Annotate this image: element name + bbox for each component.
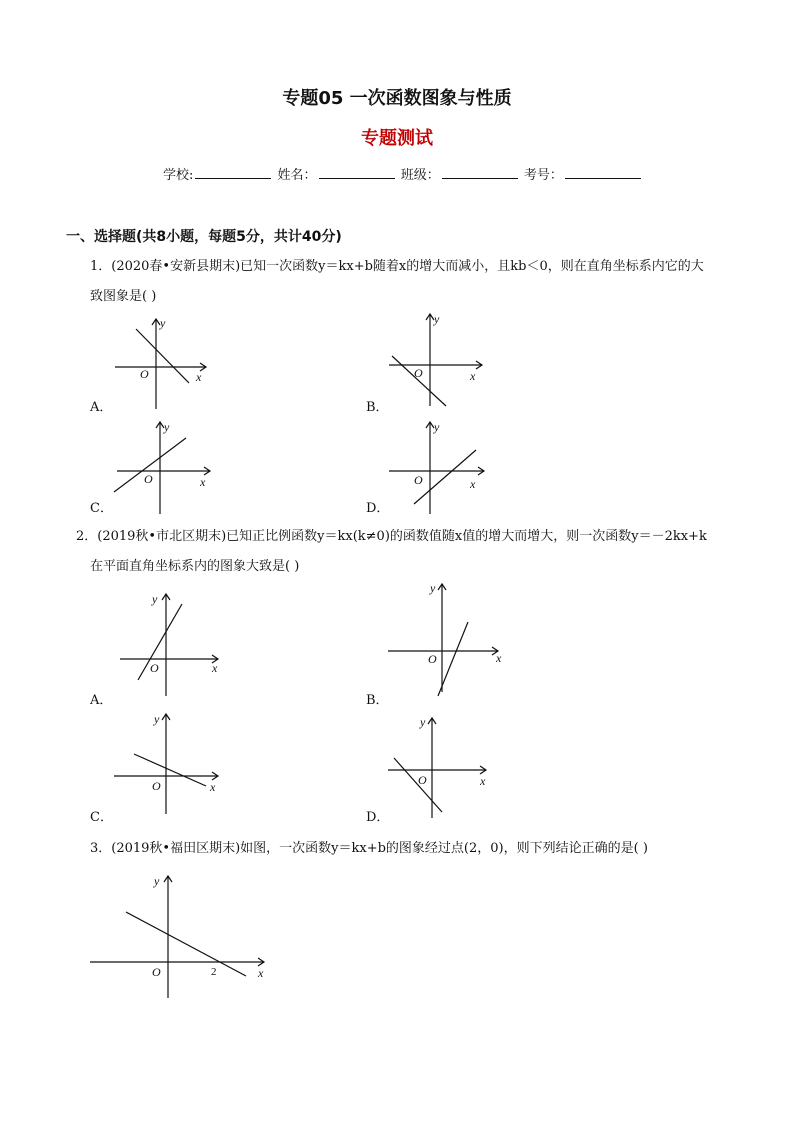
y-label: y xyxy=(434,420,440,434)
school-blank[interactable] xyxy=(195,166,271,179)
section-heading: 一、选择题(共8小题，每题5分，共计40分) xyxy=(66,229,342,245)
number-blank[interactable] xyxy=(565,166,641,179)
q2-option-d[interactable]: D． xyxy=(366,810,390,825)
origin-label: O xyxy=(144,472,153,486)
x-label: x xyxy=(470,477,476,491)
name-blank[interactable] xyxy=(319,166,395,179)
q2-graph-b xyxy=(386,578,506,698)
y-label: y xyxy=(154,712,160,726)
function-line xyxy=(392,356,446,406)
class-label: 班级： xyxy=(400,168,440,183)
q1-option-c[interactable]: C． xyxy=(90,501,113,516)
x-label: x xyxy=(480,774,486,788)
function-line xyxy=(126,912,246,976)
class-blank[interactable] xyxy=(442,166,518,179)
q1-option-a[interactable]: A． xyxy=(90,400,113,415)
function-line xyxy=(414,450,476,504)
student-info-row xyxy=(163,164,643,183)
tick-2-label: 2 xyxy=(211,966,217,978)
q1-graph-c xyxy=(112,418,222,518)
origin-label: O xyxy=(150,661,159,675)
function-line xyxy=(138,604,182,680)
question-1-line-2: 致图象是( ) xyxy=(90,289,157,304)
question-2-line-2: 在平面直角坐标系内的图象大致是( ) xyxy=(90,559,300,574)
x-label: x xyxy=(470,369,476,383)
q2-graph-d xyxy=(386,714,496,824)
y-label: y xyxy=(154,874,160,888)
q2-option-b[interactable]: B． xyxy=(366,693,389,708)
q1-graph-d xyxy=(386,418,496,518)
origin-label: O xyxy=(152,779,161,793)
origin-label: O xyxy=(418,773,427,787)
origin-label: O xyxy=(414,473,423,487)
y-label: y xyxy=(430,581,436,595)
page-subtitle: 专题测试 xyxy=(361,128,433,149)
y-label: y xyxy=(434,312,440,326)
origin-label: O xyxy=(152,965,161,979)
x-label: x xyxy=(258,966,264,980)
function-line xyxy=(134,754,206,786)
x-label: x xyxy=(212,661,218,675)
q1-graph-a xyxy=(110,315,220,415)
q1-option-b[interactable]: B． xyxy=(366,400,389,415)
y-label: y xyxy=(160,316,166,330)
q2-graph-a xyxy=(118,588,228,698)
y-label: y xyxy=(164,420,170,434)
question-1-line-1: 1．(2020春•安新县期末)已知一次函数y＝kx+b随着x的增大而减小，且kb＜0，则在直角坐标系内它的大 xyxy=(90,259,704,274)
y-label: y xyxy=(420,715,426,729)
q1-graph-b xyxy=(386,310,496,410)
q2-graph-c xyxy=(112,710,230,820)
number-label: 考号： xyxy=(523,168,563,183)
school-label: 学校: xyxy=(163,168,194,183)
q2-option-c[interactable]: C． xyxy=(90,810,113,825)
q2-option-a[interactable]: A． xyxy=(90,693,113,708)
x-label: x xyxy=(196,370,202,384)
q3-figure xyxy=(88,870,278,1000)
origin-label: O xyxy=(428,652,437,666)
question-3-line-1: 3．(2019秋•福田区期末)如图，一次函数y＝kx+b的图象经过点(2，0)，则下列结论正确的是( ) xyxy=(90,841,648,856)
origin-label: O xyxy=(140,367,149,381)
question-2-line-1: 2．(2019秋•市北区期末)已知正比例函数y＝kx(k≠0)的函数值随x值的增大而增大，则一次函数y＝－2kx+k xyxy=(76,529,707,544)
y-label: y xyxy=(152,592,158,606)
name-label: 姓名： xyxy=(277,168,317,183)
page-title: 专题05 一次函数图象与性质 xyxy=(282,88,512,109)
q1-option-d[interactable]: D． xyxy=(366,501,390,516)
origin-label: O xyxy=(414,366,423,380)
x-label: x xyxy=(200,475,206,489)
x-label: x xyxy=(210,780,216,794)
x-label: x xyxy=(496,651,502,665)
